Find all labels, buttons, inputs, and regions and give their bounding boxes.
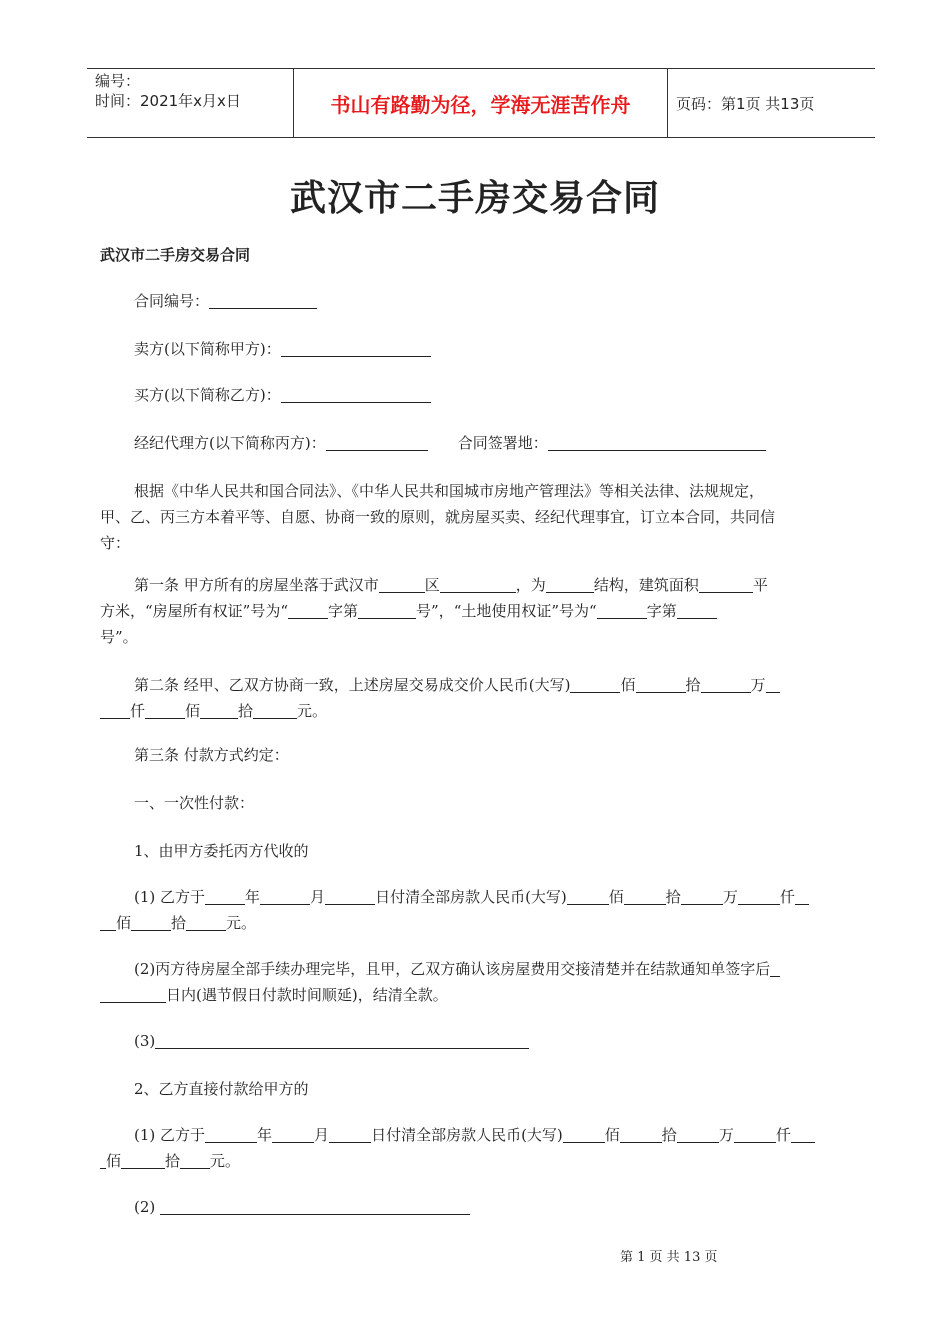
blank-field [145,702,185,719]
item-2-heading: 2、乙方直接付款给甲方的 [134,1080,309,1098]
intro-paragraph [100,478,860,556]
blank-field [326,434,428,451]
agent-line [100,430,860,456]
blank-field [160,1198,470,1215]
blank-field [548,434,766,451]
article-1-text: 方米，“房屋所有权证”号为“ [100,602,289,620]
article-1-text: 结构，建筑面积 [593,576,699,594]
item-1-clause-2 [100,956,860,1008]
code-label: 编号： [95,72,141,90]
blank-field [681,888,723,905]
blank-field [734,1126,776,1143]
page-footer: 第 1 页 共 13 页 [620,1250,718,1265]
unit-text: 年 [257,1126,273,1144]
clause-text: 日付清全部房款人民币(大写) [371,1126,563,1144]
article-3-heading: 第三条 付款方式约定： [134,746,289,764]
unit-text: 元。 [226,914,257,932]
document-subtitle: 武汉市二手房交易合同 [100,246,251,264]
blank-field [738,888,780,905]
blank-field [281,340,431,357]
item-1-clause-1 [100,884,860,936]
unit-text: 万 [750,676,766,694]
unit-text: 万 [718,1126,734,1144]
unit-text: 拾 [238,702,254,720]
seller-label: 卖方(以下简称甲方)： [134,340,281,358]
item-2-clause-2 [100,1194,860,1220]
blank-field [379,576,425,593]
blank-field [100,702,130,719]
blank-field [100,986,166,1003]
seller-line [100,336,860,362]
unit-text: 元。 [297,702,328,720]
unit-text: 年 [245,888,261,906]
blank-field [131,914,171,931]
blank-field [570,676,620,693]
article-1-text: 号”，“土地使用权证”号为“ [416,602,597,620]
blank-field [288,602,328,619]
blank-field [121,1152,165,1169]
unit-text: 拾 [665,888,681,906]
unit-text: 佰 [604,1126,620,1144]
blank-field [200,702,238,719]
header-motto: 书山有路勤为径，学海无涯苦作舟 [294,69,668,137]
blank-field [205,1126,257,1143]
unit-text: 元。 [210,1152,241,1170]
intro-line-2: 甲、乙、丙三方本着平等、自愿、协商一致的原则，就房屋买卖、经纪代理事宜，订立本合同，共同信 [100,508,776,526]
blank-field [325,888,375,905]
blank-field [272,1126,314,1143]
unit-text: 拾 [685,676,701,694]
blank-field [624,888,666,905]
clause-text: 日付清全部房款人民币(大写) [375,888,567,906]
intro-line-3: 守： [100,534,131,552]
header-page-info: 页码：第1页 共13页 [676,94,815,113]
unit-text: 拾 [661,1126,677,1144]
article-1-text: 第一条 甲方所有的房屋坐落于武汉市 [134,576,379,594]
unit-text: 拾 [171,914,187,932]
unit-text: 佰 [106,1152,122,1170]
header-meta [87,69,294,137]
article-1-text: 号”。 [100,628,138,646]
blank-field [563,1126,605,1143]
blank-field [699,576,753,593]
item-1-heading: 1、由甲方委托丙方代收的 [134,842,309,860]
article-1-text: 字第 [328,602,359,620]
blank-field [253,702,297,719]
article-1-text: 字第 [646,602,677,620]
agent-label: 经纪代理方(以下简称丙方)： [134,434,326,452]
time-label: 时间：2021年x月x日 [95,92,241,110]
article-1-text: 区 [424,576,440,594]
contract-number-label: 合同编号： [134,292,210,310]
blank-field [155,1032,529,1049]
blank-field [329,1126,371,1143]
unit-text: 佰 [185,702,201,720]
buyer-line [100,382,860,408]
blank-field [770,960,780,977]
unit-text: 万 [722,888,738,906]
blank-field [358,602,416,619]
one-time-payment-heading: 一、一次性付款： [134,794,255,812]
clause-text: (2)丙方待房屋全部手续办理完毕，且甲，乙双方确认该房屋费用交接清楚并在结款通知单签字后 [134,960,771,978]
blank-field [180,1152,210,1169]
blank-field [620,1126,662,1143]
clause-text: (3) [134,1032,156,1050]
blank-field [205,888,245,905]
article-1 [100,572,860,650]
blank-field [281,386,431,403]
blank-field [100,914,116,931]
clause-text: (1) 乙方于 [134,888,206,906]
blank-field [766,676,780,693]
unit-text: 拾 [165,1152,181,1170]
unit-text: 佰 [620,676,636,694]
clause-text: (1) 乙方于 [134,1126,206,1144]
buyer-label: 买方(以下简称乙方)： [134,386,281,404]
unit-text: 仟 [775,1126,791,1144]
contract-number-line [100,288,860,314]
blank-field [677,602,717,619]
clause-text: 日内(遇节假日付款时间顺延)，结清全款。 [166,986,448,1004]
blank-field [186,914,226,931]
item-1-clause-3 [100,1028,860,1054]
blank-field [546,576,594,593]
blank-field [677,1126,719,1143]
unit-text: 月 [314,1126,330,1144]
blank-field [440,576,516,593]
article-2 [100,672,860,724]
unit-text: 月 [310,888,326,906]
clause-text: (2) [134,1198,161,1216]
article-1-text: ，为 [515,576,546,594]
blank-field [260,888,310,905]
blank-field [795,888,809,905]
blank-field [597,602,647,619]
blank-field [701,676,751,693]
blank-field [209,292,317,309]
blank-field [791,1126,815,1143]
unit-text: 佰 [116,914,132,932]
article-2-text: 第二条 经甲、乙双方协商一致，上述房屋交易成交价人民币(大写) [134,676,571,694]
intro-line-1: 根据《中华人民共和国合同法》、《中华人民共和国城市房地产管理法》等相关法律、法规规定， [134,482,765,500]
unit-text: 佰 [608,888,624,906]
document-title: 武汉市二手房交易合同 [289,177,660,219]
item-2-clause-1 [100,1122,860,1174]
blank-field [636,676,686,693]
sign-place-label: 合同签署地： [457,434,548,452]
blank-field [567,888,609,905]
article-1-text: 平 [752,576,768,594]
unit-text: 仟 [779,888,795,906]
page-header [87,68,875,138]
unit-text: 仟 [130,702,146,720]
